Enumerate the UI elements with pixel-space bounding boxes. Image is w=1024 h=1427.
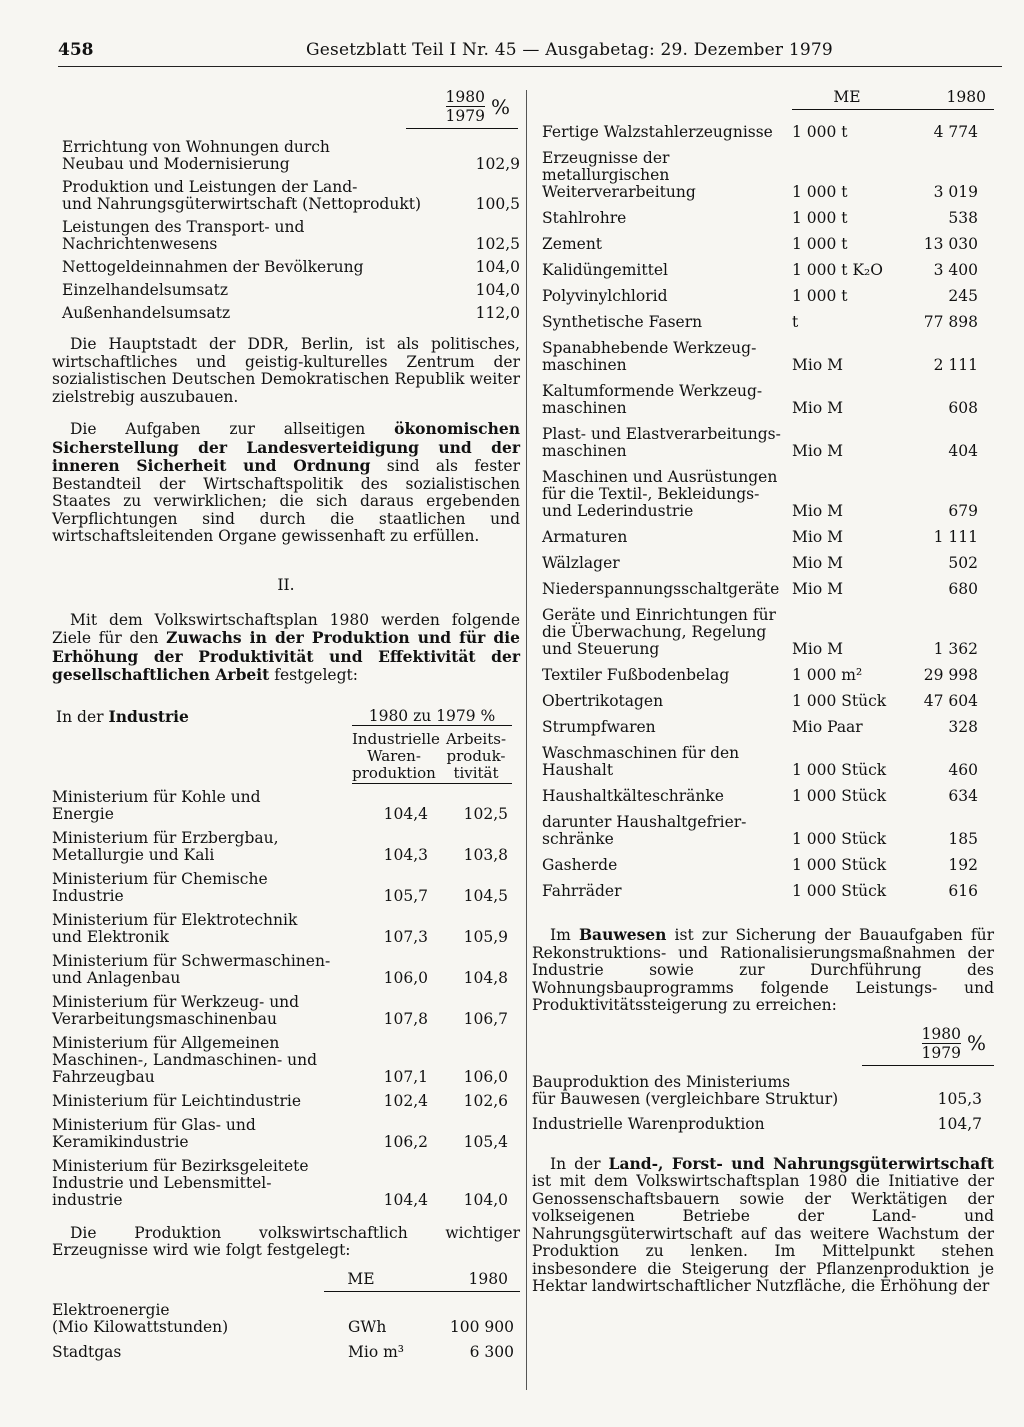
- row-label: Armaturen: [542, 528, 628, 546]
- row-label: Leistungen des Transport- und Nachrichtenwesens: [62, 218, 305, 253]
- row-label: Stahlrohre: [542, 209, 627, 227]
- row-value: 112,0: [475, 304, 520, 322]
- table-row: [52, 953, 520, 987]
- row-unit: Mio M: [792, 528, 843, 546]
- table-row: [532, 150, 994, 201]
- table-row: [532, 857, 994, 874]
- row-value: 460: [948, 761, 978, 779]
- row-unit: Mio m³: [348, 1342, 404, 1361]
- row-value: 104,0: [475, 281, 520, 299]
- row-label: Einzelhandelsumsatz: [62, 281, 229, 299]
- paragraph-landwirtschaft: In der Land-, Forst- und Nahrungsgüterwirtschaft ist mit dem Volkswirtschaftsplan 1980 die Initiative der Genossenschaftsbauern sowie der Werktätigen der volkseigenen Betriebe der Land- und Nahrungsgüterwirtschaft auf das weitere Wachstum der Produktion zu lenken. Im Mittelpunkt stehen insbesondere die Steigerung der Pflanzenproduktion je Hektar landwirtschaftlicher Nutzfläche, die Erhöhung der: [532, 1153, 994, 1295]
- row-label: darunter Haushaltgefrier- schränke: [542, 813, 747, 848]
- table-row: [532, 814, 994, 848]
- row-value: 404: [948, 442, 978, 460]
- column-divider: [526, 90, 527, 1390]
- row-label: Stadtgas: [52, 1342, 122, 1361]
- row-label: Kalidüngemittel: [542, 261, 668, 279]
- row-label: Synthetische Fasern: [542, 313, 703, 331]
- row-value-productivity: 103,8: [463, 845, 508, 864]
- row-value: 100,5: [475, 195, 520, 213]
- row-value: 2 111: [933, 356, 978, 374]
- table-row: [52, 1035, 520, 1086]
- table-row: [532, 288, 994, 305]
- row-value: 4 774: [933, 123, 978, 141]
- row-unit: Mio M: [792, 580, 843, 598]
- industry-table-head: In der Industrie 1980 zu 1979 % Industrielle Waren- produktion Arbeits- produk- tivität: [52, 707, 520, 781]
- row-value: 104,7: [937, 1114, 982, 1133]
- row-value: 502: [948, 554, 978, 572]
- row-label: Strumpfwaren: [542, 718, 656, 736]
- row-label: Gasherde: [542, 856, 618, 874]
- row-unit: 1 000 t: [792, 123, 848, 141]
- table-row: [532, 693, 994, 710]
- row-value: 77 898: [923, 313, 978, 331]
- row-value: 245: [948, 287, 978, 305]
- row-label: Polyvinylchlorid: [542, 287, 668, 305]
- row-unit: 1 000 t: [792, 235, 848, 253]
- row-unit: t: [792, 313, 799, 331]
- row-label: Spanabhebende Werkzeug- maschinen: [542, 339, 757, 374]
- paragraph-defense: Die Aufgaben zur allseitigen ökonomischen Sicherstellung der Landesverteidigung und der inneren Sicherheit und Ordnung sind als fester Bestandteil der Wirtschaftspolitik des sozialistischen Staates zu verwirklichen; die sich daraus ergebenden Verpflichtungen sind durch die staatlichen und wirtschaftsleitenden Organe gewissenhaft zu erfüllen.: [52, 419, 520, 545]
- row-value: 538: [948, 209, 978, 227]
- row-label: Ministerium für Leichtindustrie: [52, 1091, 302, 1110]
- row-label: Niederspannungsschaltgeräte: [542, 580, 780, 598]
- row-value-production: 107,1: [383, 1067, 428, 1086]
- row-value-production: 104,3: [383, 845, 428, 864]
- table-row: [532, 883, 994, 900]
- row-unit: Mio M: [792, 554, 843, 572]
- table-row: [532, 210, 994, 227]
- row-label: Industrielle Warenproduktion: [532, 1114, 765, 1133]
- row-value: 102,5: [475, 235, 520, 253]
- table-row: [62, 259, 520, 276]
- table-row: [52, 1302, 520, 1336]
- table-row: [52, 871, 520, 905]
- table-row: [532, 667, 994, 684]
- table-row: [532, 745, 994, 779]
- product-table-head-right: ME 1980: [792, 88, 994, 110]
- row-value-production: 107,8: [383, 1009, 428, 1028]
- page-header: [58, 38, 1002, 67]
- row-label: Geräte und Einrichtungen für die Überwachung, Regelung und Steuerung: [542, 606, 776, 658]
- row-unit: Mio M: [792, 356, 843, 374]
- row-label: Kaltumformende Werkzeug- maschinen: [542, 382, 763, 417]
- row-label: Ministerium für Erzbergbau, Metallurgie und Kali: [52, 828, 279, 864]
- percent-table: [52, 139, 520, 322]
- row-value: 104,0: [475, 258, 520, 276]
- table-row: [52, 912, 520, 946]
- row-label: Nettogeldeinnahmen der Bevölkerung: [62, 258, 364, 276]
- table-row: [52, 1344, 520, 1361]
- row-label: Obertrikotagen: [542, 692, 664, 710]
- percent-unit: %: [966, 1031, 986, 1055]
- row-value: 679: [948, 502, 978, 520]
- row-value: 1 362: [933, 640, 978, 658]
- table-row: [62, 139, 520, 173]
- row-value-productivity: 104,5: [463, 886, 508, 905]
- row-value: 29 998: [923, 666, 978, 684]
- row-value-productivity: 105,4: [463, 1132, 508, 1151]
- product-table-right: [532, 124, 994, 900]
- row-label: Waschmaschinen für den Haushalt: [542, 744, 740, 779]
- table-row: [532, 262, 994, 279]
- row-value: 680: [948, 580, 978, 598]
- row-value: 3 019: [933, 183, 978, 201]
- paragraph-bauwesen: Im Bauwesen ist zur Sicherung der Bauaufgaben für Rekonstruktions- und Rationalisierungsmaßnahmen der Industrie sowie zur Durchführung des Wohnungsbauprogramms folgende Leistungs- und Produktivitätssteigerung zu erreichen:: [532, 925, 995, 1014]
- row-unit: Mio M: [792, 502, 843, 520]
- percent-unit: %: [490, 94, 510, 119]
- row-label: Zement: [542, 235, 603, 253]
- table-row: [532, 1074, 994, 1108]
- row-value: 616: [948, 882, 978, 900]
- table-row: [532, 314, 994, 331]
- fraction: $\frac{1980}{1979}$: [445, 88, 485, 125]
- table-row: [532, 236, 994, 253]
- table-row: [532, 469, 994, 520]
- row-value: 102,9: [475, 155, 520, 173]
- table-row: [532, 529, 994, 546]
- page-number: 458: [58, 40, 94, 60]
- row-label: Produktion und Leistungen der Land- und Nahrungsgüterwirtschaft (Nettoprodukt): [62, 178, 421, 213]
- row-value: 13 030: [923, 235, 978, 253]
- paragraph-products: Die Produktion volkswirtschaftlich wichtiger Erzeugnisse wird wie folgt festgelegt:: [52, 1223, 520, 1259]
- table-row: [62, 282, 520, 299]
- row-value: 100 900: [449, 1317, 514, 1336]
- section-heading: II.: [277, 575, 295, 594]
- row-value-productivity: 105,9: [463, 927, 508, 946]
- row-label: Ministerium für Elektrotechnik und Elektronik: [52, 910, 298, 946]
- table-row: [52, 1158, 520, 1209]
- row-value: 634: [948, 787, 978, 805]
- row-value-production: 105,7: [383, 886, 428, 905]
- paragraph-berlin: Die Hauptstadt der DDR, Berlin, ist als politisches, wirtschaftliches und geistig-kulturelles Zentrum der sozialistischen Deutschen Demokratischen Republik weiter zielstrebig auszubauen.: [52, 335, 520, 406]
- bau-table: [532, 1074, 994, 1133]
- row-label: Elektroenergie (Mio Kilowattstunden): [52, 1300, 229, 1336]
- left-column: [52, 88, 520, 1369]
- row-unit: 1 000 Stück: [792, 882, 887, 900]
- table-row: [62, 179, 520, 213]
- row-unit: Mio Paar: [792, 718, 863, 736]
- row-label: Plast- und Elastverarbeitungs- maschinen: [542, 425, 781, 460]
- row-value-production: 106,0: [383, 968, 428, 987]
- row-value-production: 102,4: [383, 1091, 428, 1110]
- row-value-production: 106,2: [383, 1132, 428, 1151]
- row-unit: 1 000 m²: [792, 666, 863, 684]
- row-value-production: 104,4: [383, 804, 428, 823]
- row-value-production: 104,4: [383, 1190, 428, 1209]
- table-row: [532, 555, 994, 572]
- table-row: [532, 607, 994, 658]
- table-row: [532, 1116, 994, 1133]
- row-value: 105,3: [937, 1089, 982, 1108]
- product-table-head: ME 1980: [324, 1270, 520, 1292]
- bau-table-head: [532, 1025, 994, 1066]
- table-row: [532, 788, 994, 805]
- table-row: [62, 219, 520, 253]
- row-label: Erzeugnisse der metallurgischen Weiterverarbeitung: [542, 149, 696, 201]
- row-unit: 1 000 t: [792, 209, 848, 227]
- product-table-left: [52, 1302, 520, 1361]
- row-unit: 1 000 Stück: [792, 830, 887, 848]
- row-label: Außenhandelsumsatz: [62, 304, 231, 322]
- row-label: Errichtung von Wohnungen durch Neubau und Modernisierung: [62, 138, 330, 173]
- table-row: [62, 305, 520, 322]
- row-unit: 1 000 Stück: [792, 761, 887, 779]
- row-value: 192: [948, 856, 978, 874]
- table-row: [532, 426, 994, 460]
- row-label: Ministerium für Chemische Industrie: [52, 869, 268, 905]
- row-value-productivity: 104,0: [463, 1190, 508, 1209]
- row-label: Ministerium für Glas- und Keramikindustrie: [52, 1115, 256, 1151]
- row-label: Maschinen und Ausrüstungen für die Textil-, Bekleidungs- und Lederindustrie: [542, 468, 778, 520]
- row-value-productivity: 106,0: [463, 1067, 508, 1086]
- row-unit: 1 000 t: [792, 183, 848, 201]
- table-row: [52, 1093, 520, 1110]
- industry-table: [52, 789, 520, 1209]
- row-label: Fertige Walzstahlerzeugnisse: [542, 123, 773, 141]
- row-unit: 1 000 t: [792, 287, 848, 305]
- row-label: Textiler Fußbodenbelag: [542, 666, 730, 684]
- table-row: [52, 789, 520, 823]
- row-value: 47 604: [923, 692, 978, 710]
- row-label: Ministerium für Allgemeinen Maschinen-, Landmaschinen- und Fahrzeugbau: [52, 1033, 318, 1086]
- table-row: [52, 994, 520, 1028]
- row-unit: 1 000 Stück: [792, 787, 887, 805]
- row-unit: 1 000 Stück: [792, 692, 887, 710]
- paragraph-goals: Mit dem Volkswirtschaftsplan 1980 werden folgende Ziele für den Zuwachs in der Produktion und für die Erhöhung der Produktivität und Effektivität der gesellschaftlichen Arbeit festgelegt:: [52, 610, 520, 684]
- row-value: 1 111: [933, 528, 978, 546]
- row-unit: 1 000 Stück: [792, 856, 887, 874]
- fraction: $\frac{1980}{1979}$: [921, 1024, 961, 1062]
- percent-table-head: [52, 88, 520, 129]
- row-label: Ministerium für Bezirksgeleitete Industrie und Lebensmittel- industrie: [52, 1156, 309, 1209]
- row-unit: Mio M: [792, 399, 843, 417]
- header-title: Gesetzblatt Teil I Nr. 45 — Ausgabetag: 29. Dezember 1979: [306, 40, 833, 60]
- row-label: Ministerium für Schwermaschinen- und Anlagenbau: [52, 951, 331, 987]
- row-unit: Mio M: [792, 442, 843, 460]
- table-row: [532, 383, 994, 417]
- table-row: [532, 340, 994, 374]
- row-label: Ministerium für Kohle und Energie: [52, 787, 261, 823]
- table-row: [532, 124, 994, 141]
- col-warenproduktion: Industrielle Waren- produktion: [352, 729, 440, 782]
- row-value: 3 400: [933, 261, 978, 279]
- row-value-productivity: 106,7: [463, 1009, 508, 1028]
- row-value: 185: [948, 830, 978, 848]
- table-row: [532, 719, 994, 736]
- row-unit: 1 000 t K₂O: [792, 261, 883, 279]
- row-unit: Mio M: [792, 640, 843, 658]
- row-unit: GWh: [348, 1317, 387, 1336]
- row-label: Bauproduktion des Ministeriums für Bauwesen (vergleichbare Struktur): [532, 1072, 839, 1108]
- row-value-production: 107,3: [383, 927, 428, 946]
- row-value: 608: [948, 399, 978, 417]
- row-value-productivity: 104,8: [463, 968, 508, 987]
- row-label: Ministerium für Werkzeug- und Verarbeitungsmaschinenbau: [52, 992, 300, 1028]
- row-label: Wälzlager: [542, 554, 620, 572]
- row-value-productivity: 102,6: [463, 1091, 508, 1110]
- table-row: [52, 830, 520, 864]
- row-value-productivity: 102,5: [463, 804, 508, 823]
- row-label: Fahrräder: [542, 882, 622, 900]
- table-row: [532, 581, 994, 598]
- row-label: Haushaltkälteschränke: [542, 787, 724, 805]
- row-value: 328: [948, 718, 978, 736]
- table-row: [52, 1117, 520, 1151]
- right-column: [532, 88, 994, 1296]
- row-value: 6 300: [469, 1342, 514, 1361]
- industry-table-header: 1980 zu 1979 %: [352, 707, 512, 726]
- col-arbeitsproduktivitaet: Arbeits- produk- tivität: [445, 729, 507, 782]
